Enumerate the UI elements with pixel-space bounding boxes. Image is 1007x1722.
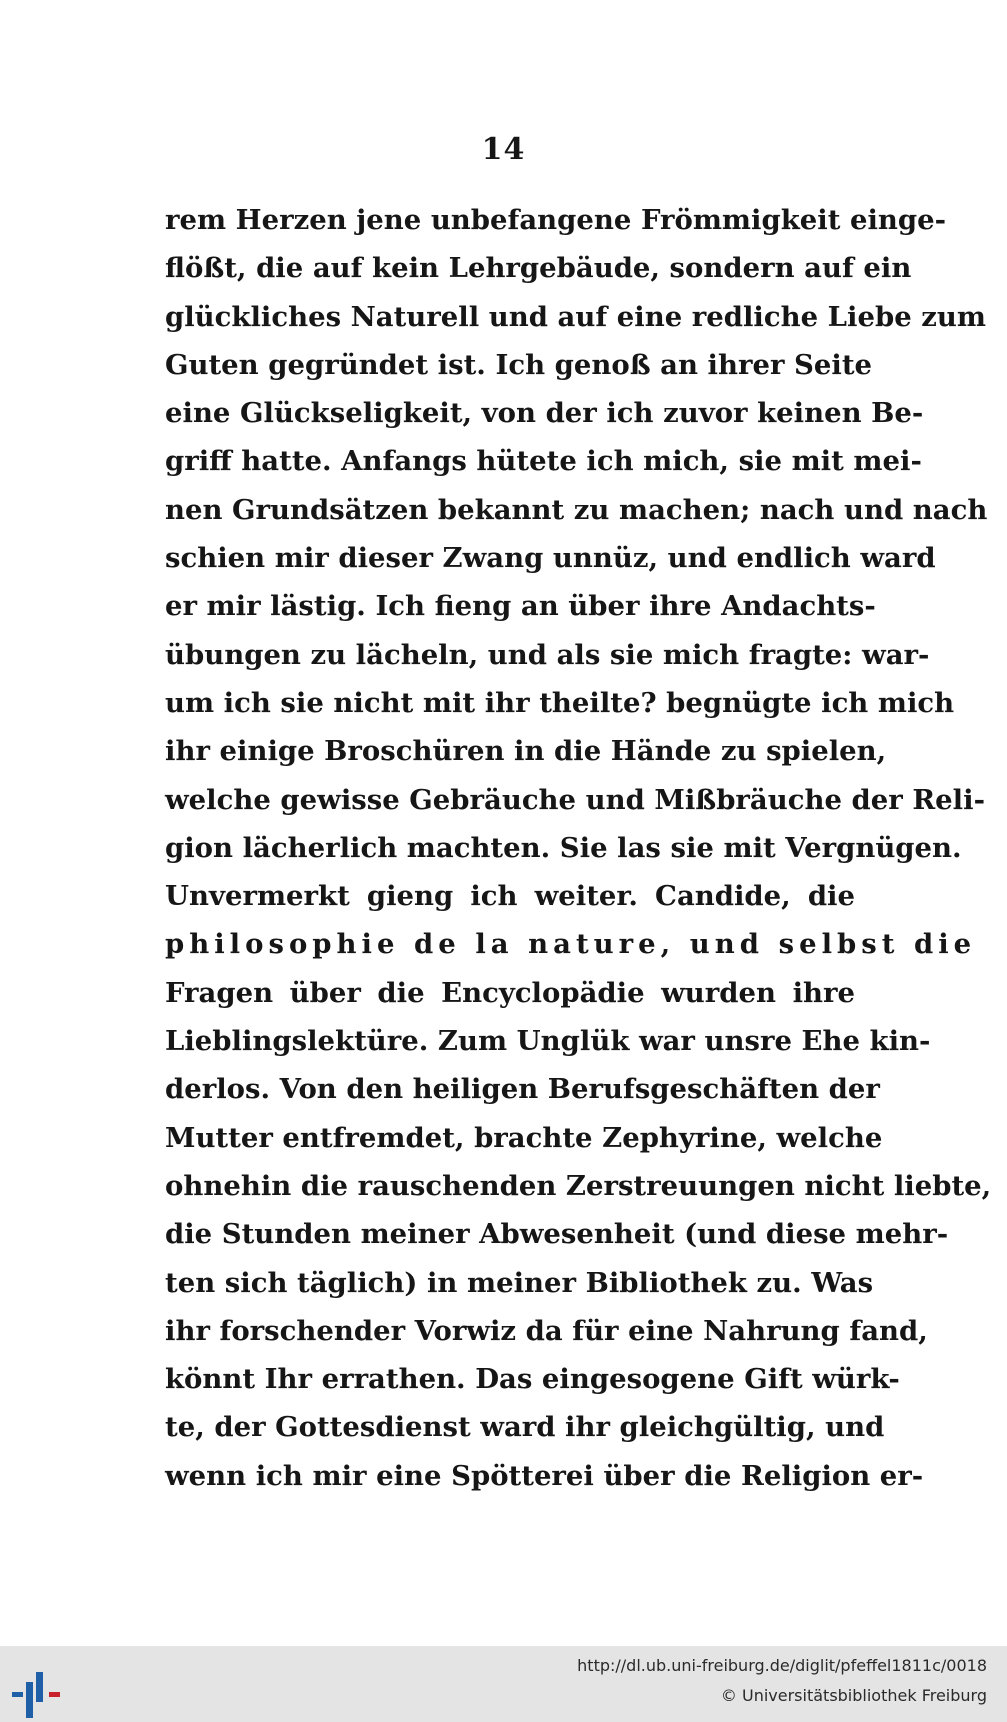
text-line: te, der Gottesdienst ward ihr gleichgültig, und [165,1411,885,1444]
text-line: könnt Ihr errathen. Das eingesogene Gift würk- [165,1363,900,1396]
text-line: schien mir dieser Zwang unnüz, und endlich ward [165,542,936,575]
text-line: ohnehin die rauschenden Zerstreuungen nicht liebte, [165,1169,992,1202]
text-line: glückliches Naturell und auf eine redliche Liebe zum [165,300,986,333]
footer-bar [0,1646,1007,1722]
copyright-notice: © Universitätsbibliothek Freiburg [720,1686,987,1705]
text-line: welche gewisse Gebräuche und Mißbräuche der Reli- [165,783,985,816]
text-line: griff hatte. Anfangs hütete ich mich, sie mit mei- [165,445,922,478]
text-line: die Stunden meiner Abwesenheit (und diese mehr- [165,1218,949,1251]
text-line: ihr einige Broschüren in die Hände zu spielen, [165,735,887,768]
text-line: flößt, die auf kein Lehrgebäude, sondern auf ein [165,252,912,285]
text-line: er mir lästig. Ich fieng an über ihre Andachts- [165,590,876,623]
text-line: um ich sie nicht mit ihr theilte? begnügte ich mich [165,686,955,719]
page-number: 14 [481,132,526,167]
text-line: ihr forschender Vorwiz da für eine Nahrung fand, [165,1314,928,1347]
text-line: Mutter entfremdet, brachte Zephyrine, welche [165,1121,883,1154]
text-line: derlos. Von den heiligen Berufsgeschäften der [165,1073,880,1106]
text-line: nen Grundsätzen bekannt zu machen; nach und nach [165,493,988,526]
text-line: Lieblingslektüre. Zum Unglük war unsre Ehe kin- [165,1025,931,1058]
text-line: Fragen über die Encyclopädie wurden ihre [165,976,855,1009]
text-line: philosophie de la nature, und selbst die [165,928,977,961]
text-line: Guten gegründet ist. Ich genoß an ihrer Seite [165,348,873,381]
document-url-link[interactable]: http://dl.ub.uni-freiburg.de/diglit/pfeffel1811c/0018 [577,1656,987,1675]
text-line: wenn ich mir eine Spötterei über die Religion er- [165,1459,924,1492]
body-text [165,196,992,1500]
text-line: Unvermerkt gieng ich weiter. Candide, die [165,880,855,913]
text-line: gion lächerlich machten. Sie las sie mit Vergnügen. [165,831,962,864]
text-line: übungen zu lächeln, und als sie mich fragte: war- [165,638,930,671]
text-line: ten sich täglich) in meiner Bibliothek zu. Was [165,1266,874,1299]
text-line: rem Herzen jene unbefangene Frömmigkeit einge- [165,204,947,236]
ub-freiburg-logo-icon [12,1672,60,1718]
text-line: eine Glückseligkeit, von der ich zuvor keinen Be- [165,397,924,430]
